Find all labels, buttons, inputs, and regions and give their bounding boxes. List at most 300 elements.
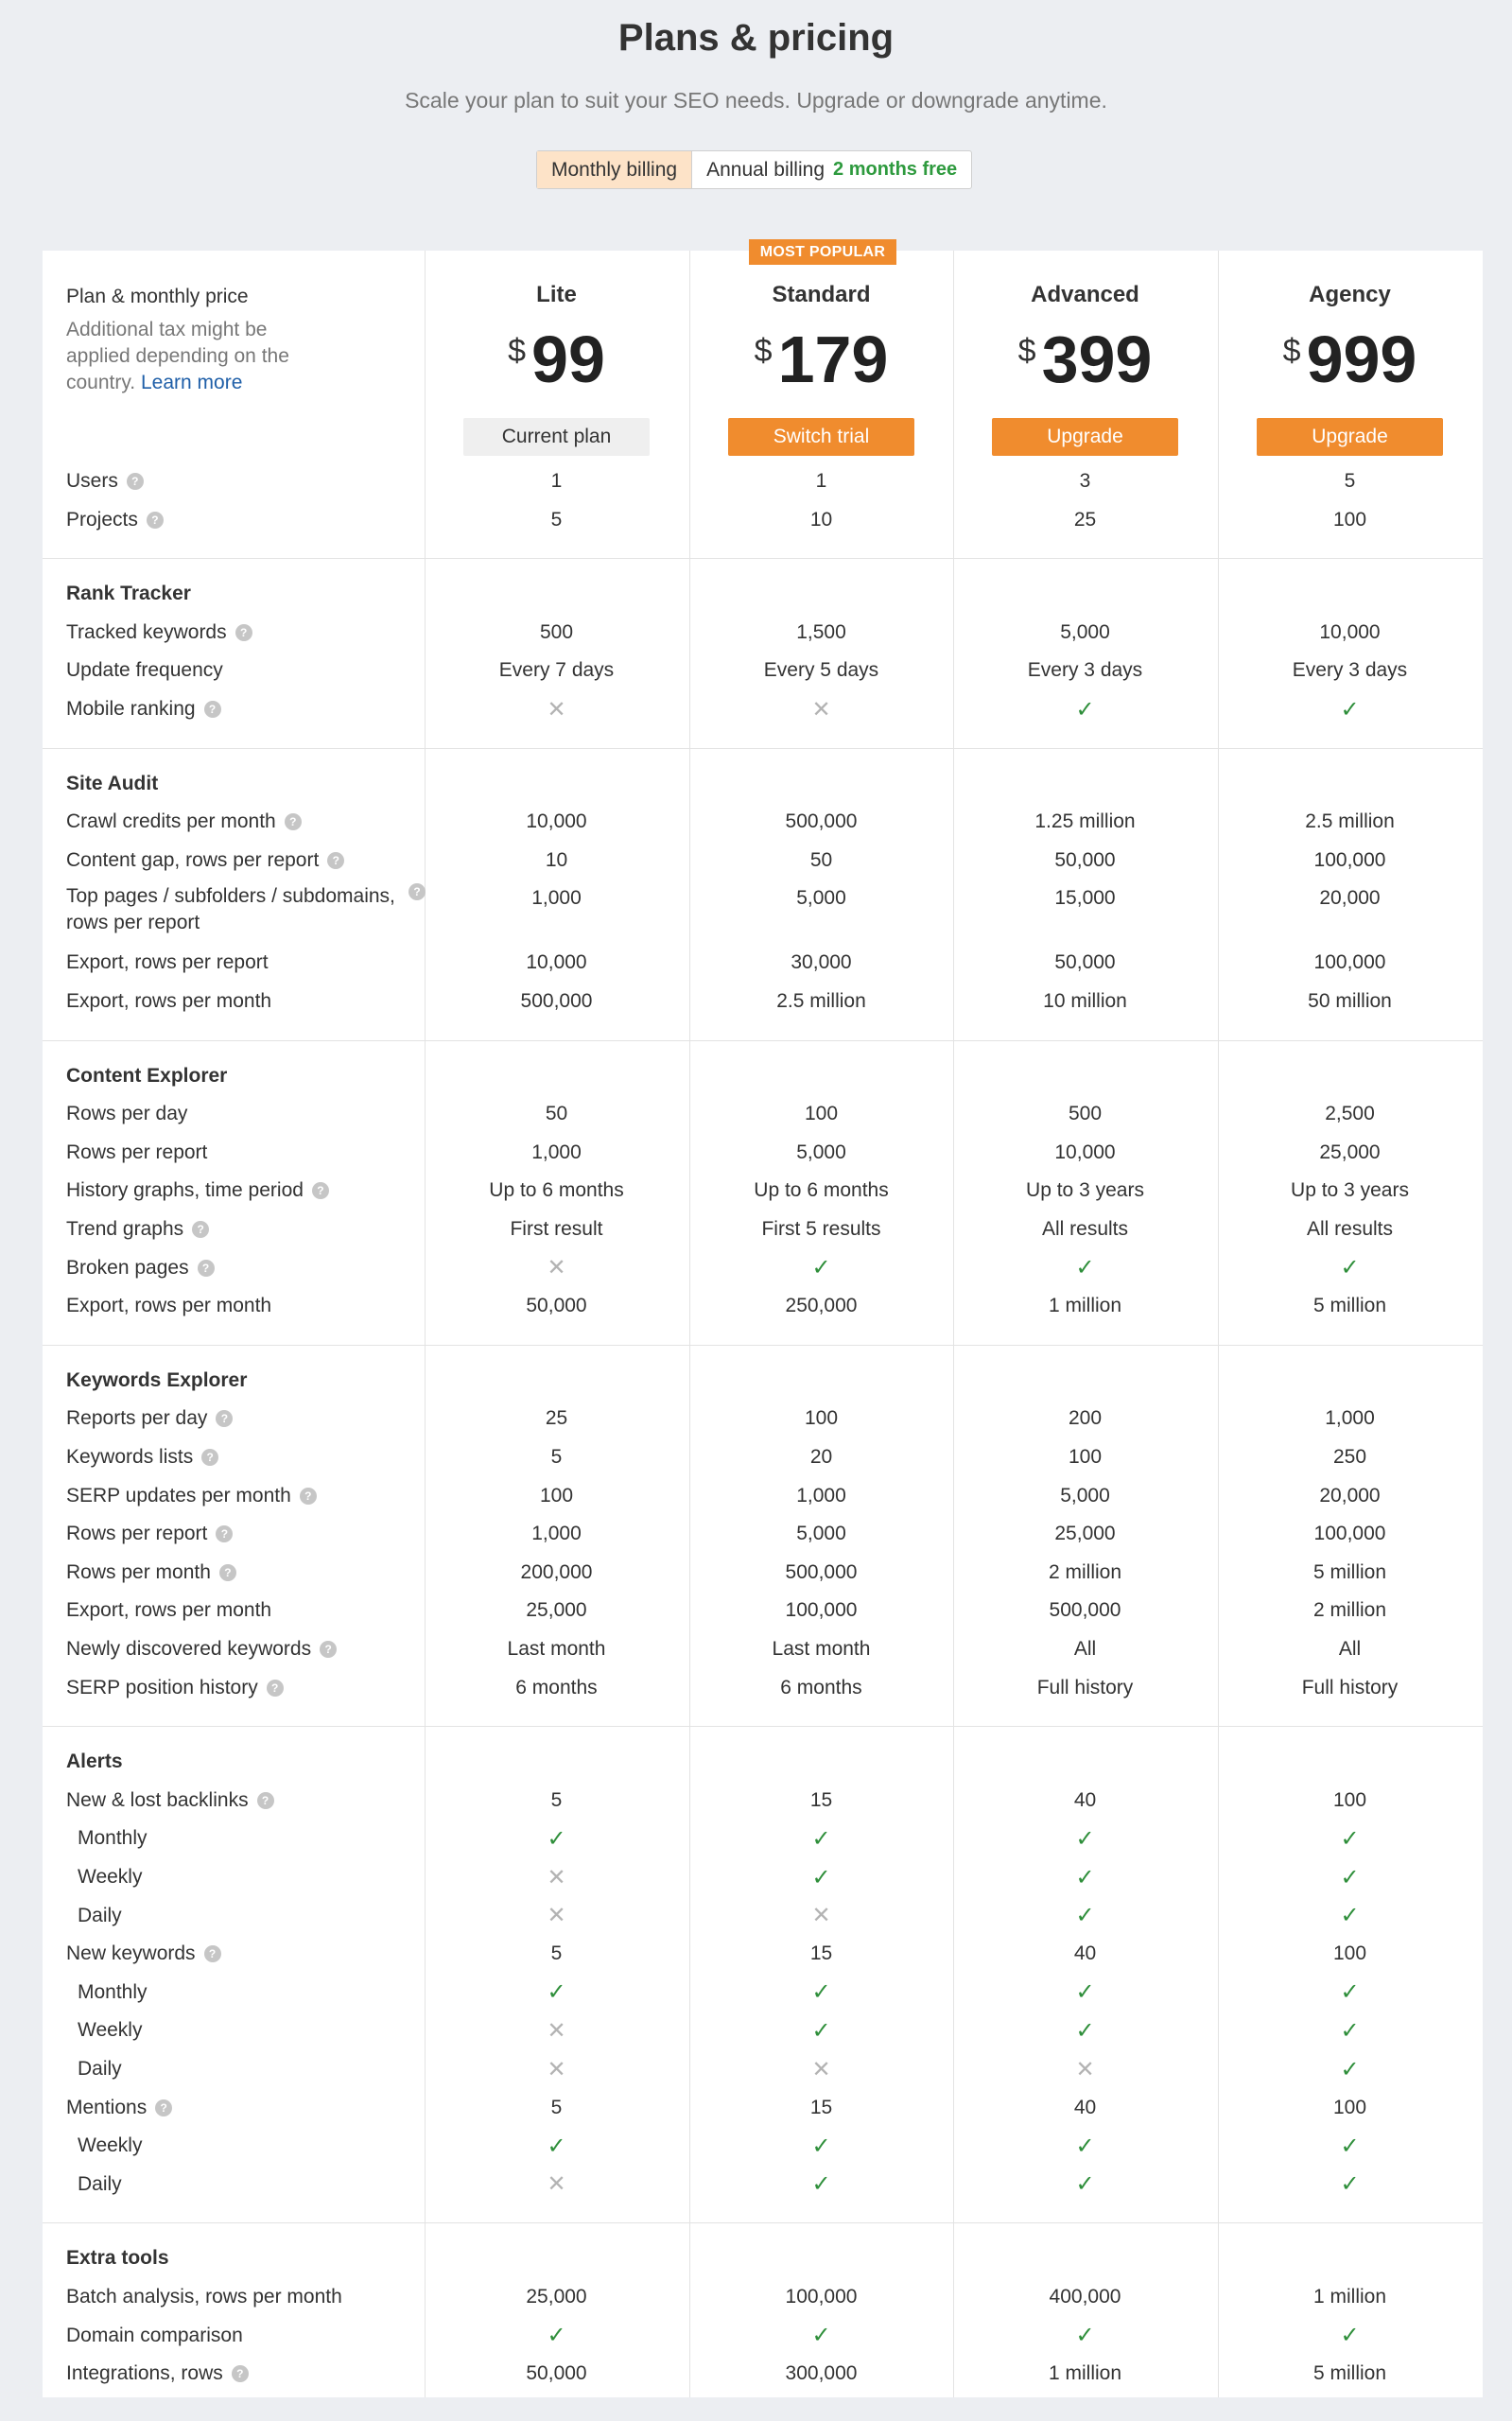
feature-value: 40: [1073, 2096, 1097, 2118]
check-icon: ✓: [811, 2323, 831, 2349]
feature-value: [425, 2012, 688, 2049]
feature-value: 10,000: [526, 951, 587, 974]
help-icon[interactable]: ?: [327, 852, 344, 869]
help-icon[interactable]: ?: [198, 1260, 215, 1277]
check-icon: ✓: [1340, 2056, 1360, 2082]
feature-value: 100,000: [1313, 1523, 1386, 1545]
feature-value: 40: [1073, 1942, 1097, 1965]
help-icon[interactable]: ?: [127, 473, 144, 490]
monthly-billing-option[interactable]: [537, 151, 692, 188]
section-divider: [43, 1040, 1483, 1041]
feature-row: [43, 1592, 1483, 1629]
feature-label: [66, 944, 426, 982]
feature-label: [66, 983, 426, 1020]
page-subtitle: Scale your plan to suit your SEO needs. Upgrade or downgrade anytime.: [405, 88, 1107, 113]
feature-value: 15: [809, 1942, 833, 1965]
feature-label-text: Content gap, rows per report: [66, 848, 320, 871]
feature-value: 50: [809, 848, 833, 871]
feature-label: [66, 690, 426, 728]
feature-value: 100,000: [785, 2286, 858, 2308]
feature-value: [953, 1820, 1217, 1857]
feature-value: 1 million: [1312, 2286, 1387, 2308]
check-icon: ✓: [1075, 696, 1095, 723]
plan-price-amount: 399: [1041, 322, 1153, 396]
check-icon: ✓: [1075, 1979, 1095, 2006]
section-divider: [43, 748, 1483, 749]
feature-label: [66, 1400, 426, 1437]
feature-value: 5,000: [796, 1141, 846, 1163]
feature-value: [425, 1897, 688, 1935]
plan-name: Lite: [536, 282, 577, 307]
check-icon: ✓: [1340, 1979, 1360, 2006]
feature-label-text: Crawl credits per month: [66, 810, 276, 833]
feature-value: 1: [550, 470, 563, 492]
feature-row: [43, 2278, 1483, 2316]
feature-row: [43, 690, 1483, 728]
feature-label-text: Weekly: [78, 2134, 143, 2157]
feature-label: [78, 2127, 437, 2165]
plan-name: Agency: [1309, 282, 1391, 307]
feature-value: All results: [1306, 1218, 1394, 1240]
check-icon: ✓: [1075, 2323, 1095, 2349]
feature-value: 100,000: [785, 1599, 858, 1622]
feature-value: 5 million: [1312, 1560, 1387, 1583]
check-icon: ✓: [1075, 1903, 1095, 1929]
feature-row: [43, 880, 1483, 934]
section-title: Extra tools: [66, 2247, 169, 2270]
feature-value: 250,000: [785, 1295, 858, 1317]
feature-value: [1218, 1974, 1482, 2012]
feature-value: 50,000: [526, 2362, 587, 2385]
feature-value: 500,000: [785, 810, 858, 833]
plan-name: Standard: [772, 282, 871, 307]
feature-label: [66, 1287, 426, 1325]
check-icon: ✓: [547, 2133, 566, 2159]
feature-label-text: Daily: [78, 2058, 122, 2080]
plan-price: [425, 322, 688, 397]
feature-value: First 5 results: [761, 1218, 881, 1240]
help-icon[interactable]: ?: [155, 2099, 172, 2116]
plan-price: [689, 322, 953, 397]
check-icon: ✓: [1075, 2171, 1095, 2198]
feature-value: 5: [550, 1446, 563, 1468]
feature-value: [1218, 2317, 1482, 2355]
feature-value: 200: [1068, 1407, 1103, 1430]
check-icon: ✓: [811, 1979, 831, 2006]
feature-value: 6 months: [780, 1676, 862, 1698]
help-icon[interactable]: ?: [300, 1488, 317, 1505]
feature-label: [66, 1669, 426, 1707]
feature-row: [43, 1935, 1483, 1973]
feature-value: 5,000: [796, 1523, 846, 1545]
cross-icon: ✕: [547, 1903, 566, 1929]
feature-label-text: SERP updates per month: [66, 1484, 291, 1507]
feature-value: 100: [1332, 1942, 1367, 1965]
currency-symbol: $: [1017, 333, 1036, 369]
feature-value: 5: [550, 508, 563, 531]
cross-icon: ✕: [547, 2171, 566, 2198]
feature-label-text: Tracked keywords: [66, 620, 227, 643]
feature-value: [953, 1974, 1217, 2012]
plan-price-amount: 99: [531, 322, 605, 396]
feature-label: [66, 883, 426, 938]
feature-row: [43, 1669, 1483, 1707]
check-icon: ✓: [1340, 2171, 1360, 2198]
feature-value: [1218, 1897, 1482, 1935]
feature-value: 50,000: [1054, 848, 1116, 871]
feature-value: 10,000: [1054, 1141, 1116, 1163]
feature-value: 10,000: [1319, 620, 1381, 643]
feature-value: 5: [550, 1788, 563, 1811]
feature-label-text: Export, rows per month: [66, 1599, 272, 1622]
feature-row: [43, 1858, 1483, 1896]
feature-value: 50,000: [526, 1295, 587, 1317]
feature-row: [43, 614, 1483, 652]
feature-value: [689, 1820, 953, 1857]
currency-symbol: $: [754, 333, 773, 369]
feature-label-text: New keywords: [66, 1942, 196, 1965]
feature-value: 10,000: [526, 810, 587, 833]
feature-value: 20,000: [1319, 1484, 1381, 1507]
feature-value: Up to 3 years: [1026, 1179, 1144, 1202]
plan-action-button[interactable]: Switch trial: [728, 418, 914, 456]
check-icon: ✓: [811, 1255, 831, 1281]
feature-value: 5: [550, 2096, 563, 2118]
most-popular-badge: MOST POPULAR: [749, 239, 896, 265]
feature-value: 15: [809, 1788, 833, 1811]
feature-value: [425, 1974, 688, 2012]
feature-label: [66, 2278, 426, 2316]
feature-value: 15: [809, 2096, 833, 2118]
feature-value: Every 3 days: [1027, 659, 1143, 682]
feature-label: [66, 842, 426, 880]
check-icon: ✓: [1075, 1255, 1095, 1281]
feature-row: [43, 1287, 1483, 1325]
feature-value: [425, 1858, 688, 1896]
feature-label-text: Rows per day: [66, 1103, 188, 1125]
feature-value: [953, 2166, 1217, 2203]
feature-label-text: Batch analysis, rows per month: [66, 2286, 342, 2308]
feature-value: 2.5 million: [1305, 810, 1395, 833]
help-icon[interactable]: ?: [408, 883, 426, 900]
feature-value: [1218, 2012, 1482, 2049]
feature-value: [953, 1897, 1217, 1935]
help-icon[interactable]: ?: [235, 624, 252, 641]
check-icon: ✓: [1075, 2017, 1095, 2044]
feature-value: 5,000: [1060, 1484, 1110, 1507]
help-icon[interactable]: ?: [285, 813, 302, 830]
plan-price: [1218, 322, 1482, 397]
feature-row: [43, 1438, 1483, 1476]
feature-value: [1218, 690, 1482, 728]
feature-value: 100: [1332, 2096, 1367, 2118]
feature-label: [66, 1438, 426, 1476]
feature-value: 100: [804, 1407, 839, 1430]
feature-value: [425, 2050, 688, 2088]
check-icon: ✓: [547, 1979, 566, 2006]
help-icon[interactable]: ?: [320, 1641, 337, 1658]
feature-value: [1218, 2050, 1482, 2088]
feature-value: 1 million: [1048, 2362, 1122, 2385]
feature-label-text: Reports per day: [66, 1407, 208, 1430]
currency-symbol: $: [1282, 333, 1301, 369]
section-divider: [43, 2222, 1483, 2223]
feature-label-text: Users: [66, 470, 118, 492]
feature-row: [43, 2166, 1483, 2203]
feature-label: [66, 1592, 426, 1629]
feature-value: 1: [815, 470, 827, 492]
feature-row: [43, 1554, 1483, 1592]
section-title: Keywords Explorer: [66, 1368, 248, 1391]
feature-value: 6 months: [515, 1676, 598, 1698]
feature-value: [1218, 1249, 1482, 1287]
section-title: Rank Tracker: [66, 583, 191, 605]
help-icon[interactable]: ?: [267, 1680, 284, 1697]
feature-row: [43, 2317, 1483, 2355]
feature-label: [66, 1515, 426, 1553]
feature-value: [425, 2317, 688, 2355]
feature-label-text: Trend graphs: [66, 1218, 184, 1240]
feature-value: 50 million: [1308, 990, 1392, 1012]
help-icon[interactable]: ?: [204, 701, 221, 718]
feature-label-text: New & lost backlinks: [66, 1788, 249, 1811]
feature-value: All results: [1041, 1218, 1129, 1240]
help-icon[interactable]: ?: [219, 1564, 236, 1581]
feature-value: 25: [1073, 508, 1097, 531]
feature-label-text: Daily: [78, 1904, 122, 1926]
feature-label: [66, 2089, 426, 2127]
feature-value: 2 million: [1312, 1599, 1387, 1622]
check-icon: ✓: [811, 1825, 831, 1852]
feature-value: 250: [1332, 1446, 1367, 1468]
feature-label-text: Export, rows per month: [66, 1295, 272, 1317]
feature-label: [78, 2050, 437, 2088]
plan-action-button[interactable]: Upgrade: [1257, 418, 1443, 456]
feature-value: 10: [545, 848, 568, 871]
billing-toggle: [536, 150, 972, 189]
feature-value: 10 million: [1043, 990, 1127, 1012]
feature-value: 1,000: [531, 1523, 582, 1545]
feature-label-text: Domain comparison: [66, 2324, 243, 2346]
help-icon[interactable]: ?: [232, 2365, 249, 2382]
feature-value: [953, 2317, 1217, 2355]
feature-value: Full history: [1036, 1676, 1134, 1698]
plan-column-header: [689, 282, 953, 447]
help-icon[interactable]: ?: [147, 512, 164, 529]
feature-value: [689, 2012, 953, 2049]
help-icon[interactable]: ?: [192, 1221, 209, 1238]
check-icon: ✓: [811, 2017, 831, 2044]
feature-label: [66, 1630, 426, 1668]
currency-symbol: $: [508, 333, 527, 369]
cross-icon: ✕: [1075, 2056, 1095, 2082]
feature-row: [43, 1477, 1483, 1515]
check-icon: ✓: [1340, 2323, 1360, 2349]
check-icon: ✓: [1075, 2133, 1095, 2159]
plan-price: [953, 322, 1217, 397]
feature-label-text: Newly discovered keywords: [66, 1638, 312, 1660]
feature-label: [66, 1782, 426, 1820]
feature-value: [953, 2050, 1217, 2088]
section-divider: [43, 558, 1483, 559]
feature-value: 5 million: [1312, 2362, 1387, 2385]
feature-row: [43, 501, 1483, 539]
learn-more-link[interactable]: Learn more: [141, 372, 243, 393]
feature-value: 300,000: [785, 2362, 858, 2385]
feature-label: [66, 1477, 426, 1515]
feature-row: [43, 2127, 1483, 2165]
feature-label: [66, 1095, 426, 1133]
feature-value: [689, 690, 953, 728]
feature-label: [78, 2012, 437, 2049]
feature-value: [425, 2166, 688, 2203]
cross-icon: ✕: [547, 2017, 566, 2044]
feature-value: [953, 2012, 1217, 2049]
feature-label: [66, 501, 426, 539]
feature-label: [66, 2355, 426, 2393]
check-icon: ✓: [547, 1825, 566, 1852]
feature-value: [1218, 2166, 1482, 2203]
feature-label: [78, 1897, 437, 1935]
feature-value: [425, 690, 688, 728]
section-divider: [43, 1726, 1483, 1727]
feature-value: Every 7 days: [498, 659, 615, 682]
feature-value: 100: [1332, 508, 1367, 531]
help-icon[interactable]: ?: [201, 1449, 218, 1466]
feature-row: [43, 2050, 1483, 2088]
plan-price-amount: 179: [777, 322, 889, 396]
feature-label-text: Export, rows per month: [66, 990, 272, 1012]
feature-value: 1,000: [531, 887, 582, 910]
help-icon[interactable]: ?: [257, 1792, 274, 1809]
annual-billing-label: Annual billing: [706, 158, 826, 181]
cross-icon: ✕: [547, 2056, 566, 2082]
feature-value: 25,000: [1054, 1523, 1116, 1545]
feature-label-text: Integrations, rows: [66, 2362, 223, 2385]
check-icon: ✓: [1340, 2017, 1360, 2044]
cross-icon: ✕: [811, 696, 831, 723]
feature-label: [66, 1249, 426, 1287]
feature-value: 100: [1332, 1788, 1367, 1811]
feature-value: Last month: [507, 1638, 606, 1660]
feature-value: 5: [550, 1942, 563, 1965]
plan-action-button[interactable]: Upgrade: [992, 418, 1178, 456]
feature-value: 5: [1344, 470, 1356, 492]
feature-row: [43, 652, 1483, 689]
feature-value: 500,000: [520, 990, 593, 1012]
feature-label-text: Mentions: [66, 2096, 148, 2118]
annual-billing-option[interactable]: [692, 151, 971, 188]
feature-label: [66, 652, 426, 689]
help-icon[interactable]: ?: [204, 1945, 221, 1962]
feature-label: [66, 1172, 426, 1210]
feature-row: [43, 803, 1483, 841]
cross-icon: ✕: [547, 1864, 566, 1890]
feature-value: [953, 1249, 1217, 1287]
plan-name: Advanced: [1031, 282, 1139, 307]
feature-row: [43, 1782, 1483, 1820]
feature-value: 2.5 million: [776, 990, 866, 1012]
feature-label-text: Projects: [66, 508, 138, 531]
check-icon: ✓: [811, 2133, 831, 2159]
feature-label: [66, 1935, 426, 1973]
feature-label-text: Update frequency: [66, 659, 223, 682]
feature-value: [1218, 1820, 1482, 1857]
plan-action-button[interactable]: Current plan: [463, 418, 650, 456]
feature-row: [43, 1400, 1483, 1437]
check-icon: ✓: [1340, 1864, 1360, 1890]
feature-value: Last month: [772, 1638, 871, 1660]
check-icon: ✓: [811, 1864, 831, 1890]
feature-label-text: History graphs, time period: [66, 1179, 304, 1202]
feature-label: [78, 2166, 437, 2203]
help-icon[interactable]: ?: [312, 1182, 329, 1199]
feature-value: 25,000: [1319, 1141, 1381, 1163]
monthly-billing-label: Monthly billing: [551, 158, 678, 181]
help-icon[interactable]: ?: [216, 1410, 233, 1427]
check-icon: ✓: [1340, 696, 1360, 723]
feature-value: 500,000: [785, 1560, 858, 1583]
feature-label-text: Weekly: [78, 2019, 143, 2042]
check-icon: ✓: [1340, 1825, 1360, 1852]
section-title: Alerts: [66, 1750, 123, 1773]
feature-label: [78, 1858, 437, 1896]
feature-value: Full history: [1301, 1676, 1399, 1698]
feature-label-text: Weekly: [78, 1866, 143, 1888]
feature-value: [425, 1249, 688, 1287]
feature-value: [953, 2127, 1217, 2165]
feature-value: 25: [545, 1407, 568, 1430]
feature-label-text: Monthly: [78, 1827, 148, 1850]
feature-value: 15,000: [1054, 887, 1116, 910]
feature-row: [43, 2355, 1483, 2393]
feature-row: [43, 1210, 1483, 1248]
feature-label-text: Daily: [78, 2172, 122, 2195]
section-divider: [43, 1345, 1483, 1346]
feature-value: 500,000: [1049, 1599, 1121, 1622]
feature-value: 50,000: [1054, 951, 1116, 974]
check-icon: ✓: [1075, 1864, 1095, 1890]
plan-price-amount: 999: [1306, 322, 1417, 396]
feature-row: [43, 1974, 1483, 2012]
feature-value: 5,000: [1060, 620, 1110, 643]
plan-column-header: [953, 282, 1217, 447]
feature-value: 100,000: [1313, 951, 1386, 974]
feature-value: 100: [1068, 1446, 1103, 1468]
feature-label-text: Rows per month: [66, 1560, 211, 1583]
tax-note-text: Additional tax might be applied depending on the country.: [66, 319, 289, 393]
feature-value: 30,000: [791, 951, 852, 974]
feature-value: 100: [804, 1103, 839, 1125]
check-icon: ✓: [1075, 1825, 1095, 1852]
help-icon[interactable]: ?: [216, 1525, 233, 1542]
feature-value: 500: [1068, 1103, 1103, 1125]
feature-row: [43, 944, 1483, 982]
feature-label-text: Rows per report: [66, 1523, 208, 1545]
feature-value: 5,000: [796, 887, 846, 910]
feature-label-text: Keywords lists: [66, 1446, 194, 1468]
feature-label: [66, 803, 426, 841]
feature-row: [43, 1515, 1483, 1553]
feature-value: 3: [1079, 470, 1091, 492]
feature-row: [43, 1134, 1483, 1172]
feature-row: [43, 1897, 1483, 1935]
feature-label: [66, 1134, 426, 1172]
feature-row: [43, 1249, 1483, 1287]
feature-label-text: Rows per report: [66, 1141, 208, 1163]
feature-value: First result: [510, 1218, 603, 1240]
feature-label-text: SERP position history: [66, 1676, 258, 1698]
